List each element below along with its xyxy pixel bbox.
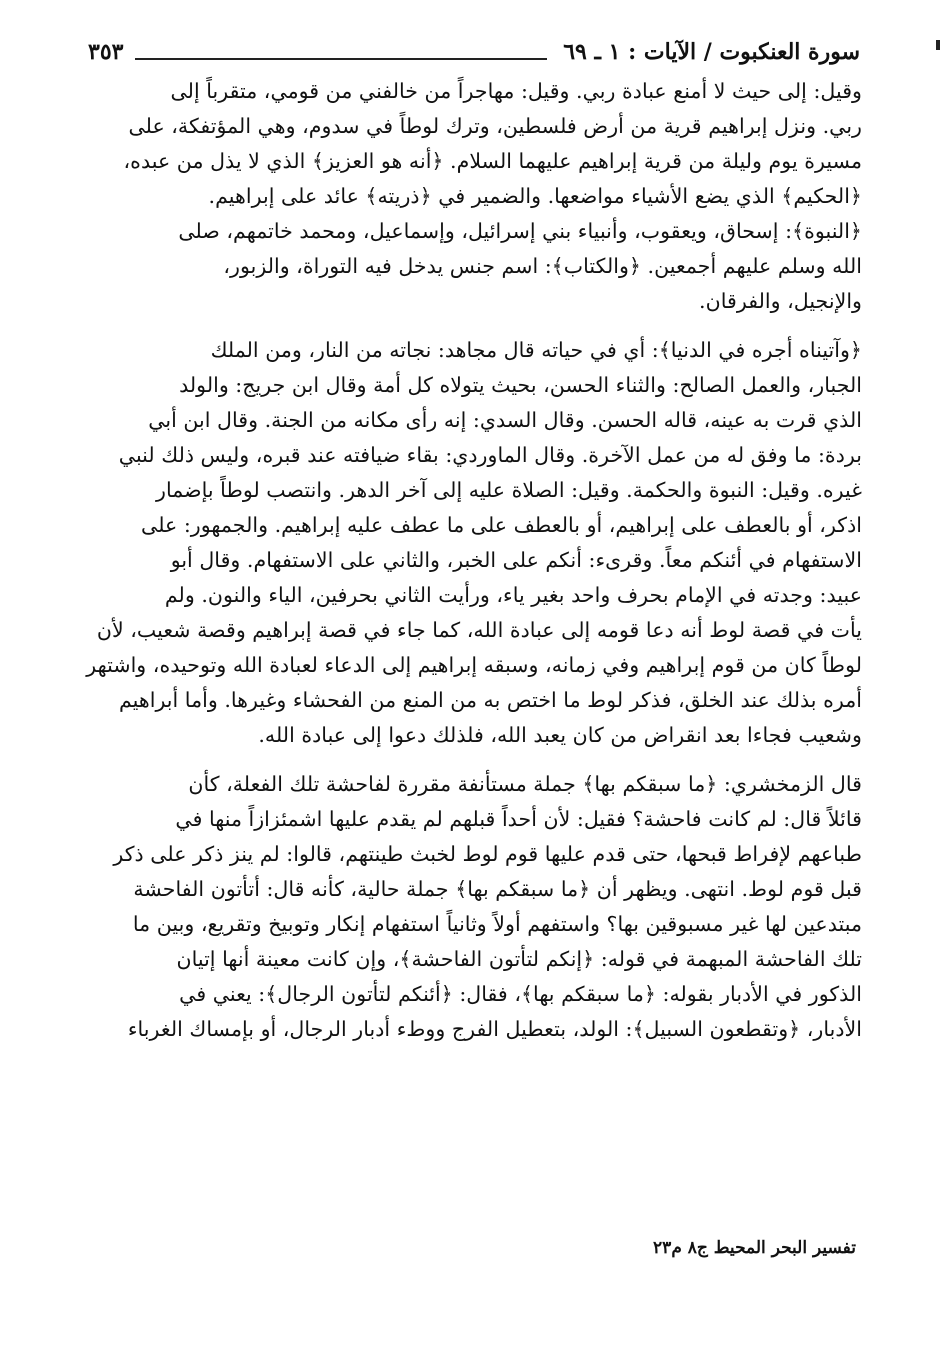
page-edge-mark xyxy=(936,40,940,50)
running-header xyxy=(88,36,860,68)
paragraph-2: ﴿وآتيناه أجره في الدنيا﴾: أي في حياته قال مجاهد: نجاته من النار، ومن الملك الجبار، والعمل الصالح: والثناء الحسن، بحيث يتولاه كل أمة وقال ابن جريج: والولد الذي قرت به عينه، قاله الحسن. وقال السدي: إنه رأى مكانه من الجنة. وقال ابن أبي بردة: ما وفق له من عمل الآخرة. وقال الماوردي: بقاء ضيافته عند قبره، وليس ذلك لنبي غيره. وقيل: النبوة والحكمة. وقيل: الصلاة عليه إلى آخر الدهر. وانتصب لوطاً بإضمار اذكر، أو بالعطف على إبراهيم، أو بالعطف على ما عطف عليه إبراهيم. والجمهور: على الاستفهام في أئنكم معاً. وقرىء: أنكم على الخبر، والثاني على الاستفهام. وقال أبو عبيد: وجدته في الإمام بحرف واحد بغير ياء، ورأيت الثاني بحرفين، الياء والنون. ولم يأت في قصة لوط أنه دعا قومه إلى عبادة الله، كما جاء في قصة إبراهيم وقصة شعيب، لأن لوطاً كان من قوم إبراهيم وفي زمانه، وسبقه إبراهيم إلى الدعاء لعبادة الله وتوحيده، واشتهر أمره بذلك عند الخلق، فذكر لوط ما اختص به من المنع من الفحشاء وغيرها. وأما أبراهيم وشعيب فجاءا بعد انقراض من كان يعبد الله، فلذلك دعوا إلى عبادة الله. xyxy=(86,338,862,747)
surah-title: سورة العنكبوت / الآيات : ١ ـ ٦٩ xyxy=(563,39,860,65)
text-body xyxy=(78,74,862,1047)
paragraph-1: وقيل: إلى حيث لا أمنع عبادة ربي. وقيل: مهاجراً من خالفني من قومي، متقرباً إلى ربي. ونزل إبراهيم قرية من أرض فلسطين، وترك لوطاً في سدوم، وهي المؤتفكة، على مسيرة يوم وليلة من قرية إبراهيم عليهما السلام. ﴿أنه هو العزيز﴾ الذي لا يذل من عبده، ﴿الحكيم﴾ الذي يضع الأشياء مواضعها. والضمير في ﴿ذريته﴾ عائد على إبراهيم. ﴿النبوة﴾: إسحاق، ويعقوب، وأنبياء بني إسرائيل، وإسماعيل، ومحمد خاتمهم، صلى الله وسلم عليهم أجمعين. ﴿والكتاب﴾: اسم جنس يدخل فيه التوراة، والزبور، والإنجيل، والفرقان. xyxy=(123,79,862,313)
paragraph-3: قال الزمخشري: ﴿ما سبقكم بها﴾ جملة مستأنفة مقررة لفاحشة تلك الفعلة، كأن قائلاً قال: لم كانت فاحشة؟ فقيل: لأن أحداً قبلهم لم يقدم عليها اشمئزازاً منها في طباعهم لإفراط قبحها، حتى قدم عليها قوم لوط لخبث طينتهم، قالوا: لم ينز ذكر على ذكر قبل قوم لوط. انتهى. ويظهر أن ﴿ما سبقكم بها﴾ جملة حالية، كأنه قال: أتأتون الفاحشة مبتدعين لها غير مسبوقين بها؟ واستفهم أولاً وثانياً استفهام إنكار وتوبيخ وتقريع، وبين ما تلك الفاحشة المبهمة في قوله: ﴿إنكم لتأتون الفاحشة﴾، وإن كانت معينة أنها إتيان الذكور في الأدبار بقوله: ﴿ما سبقكم بها﴾، فقال: ﴿أئنكم لتأتون الرجال﴾: يعني في الأدبار، ﴿وتقطعون السبيل﴾: الولد، بتعطيل الفرج ووطء أدبار الرجال، أو بإمساك الغرباء xyxy=(113,772,862,1041)
header-rule xyxy=(135,44,547,60)
signature-line: تفسير البحر المحيط ج٨ م٢٣ xyxy=(653,1238,856,1258)
page-number: ٣٥٣ xyxy=(88,39,124,65)
